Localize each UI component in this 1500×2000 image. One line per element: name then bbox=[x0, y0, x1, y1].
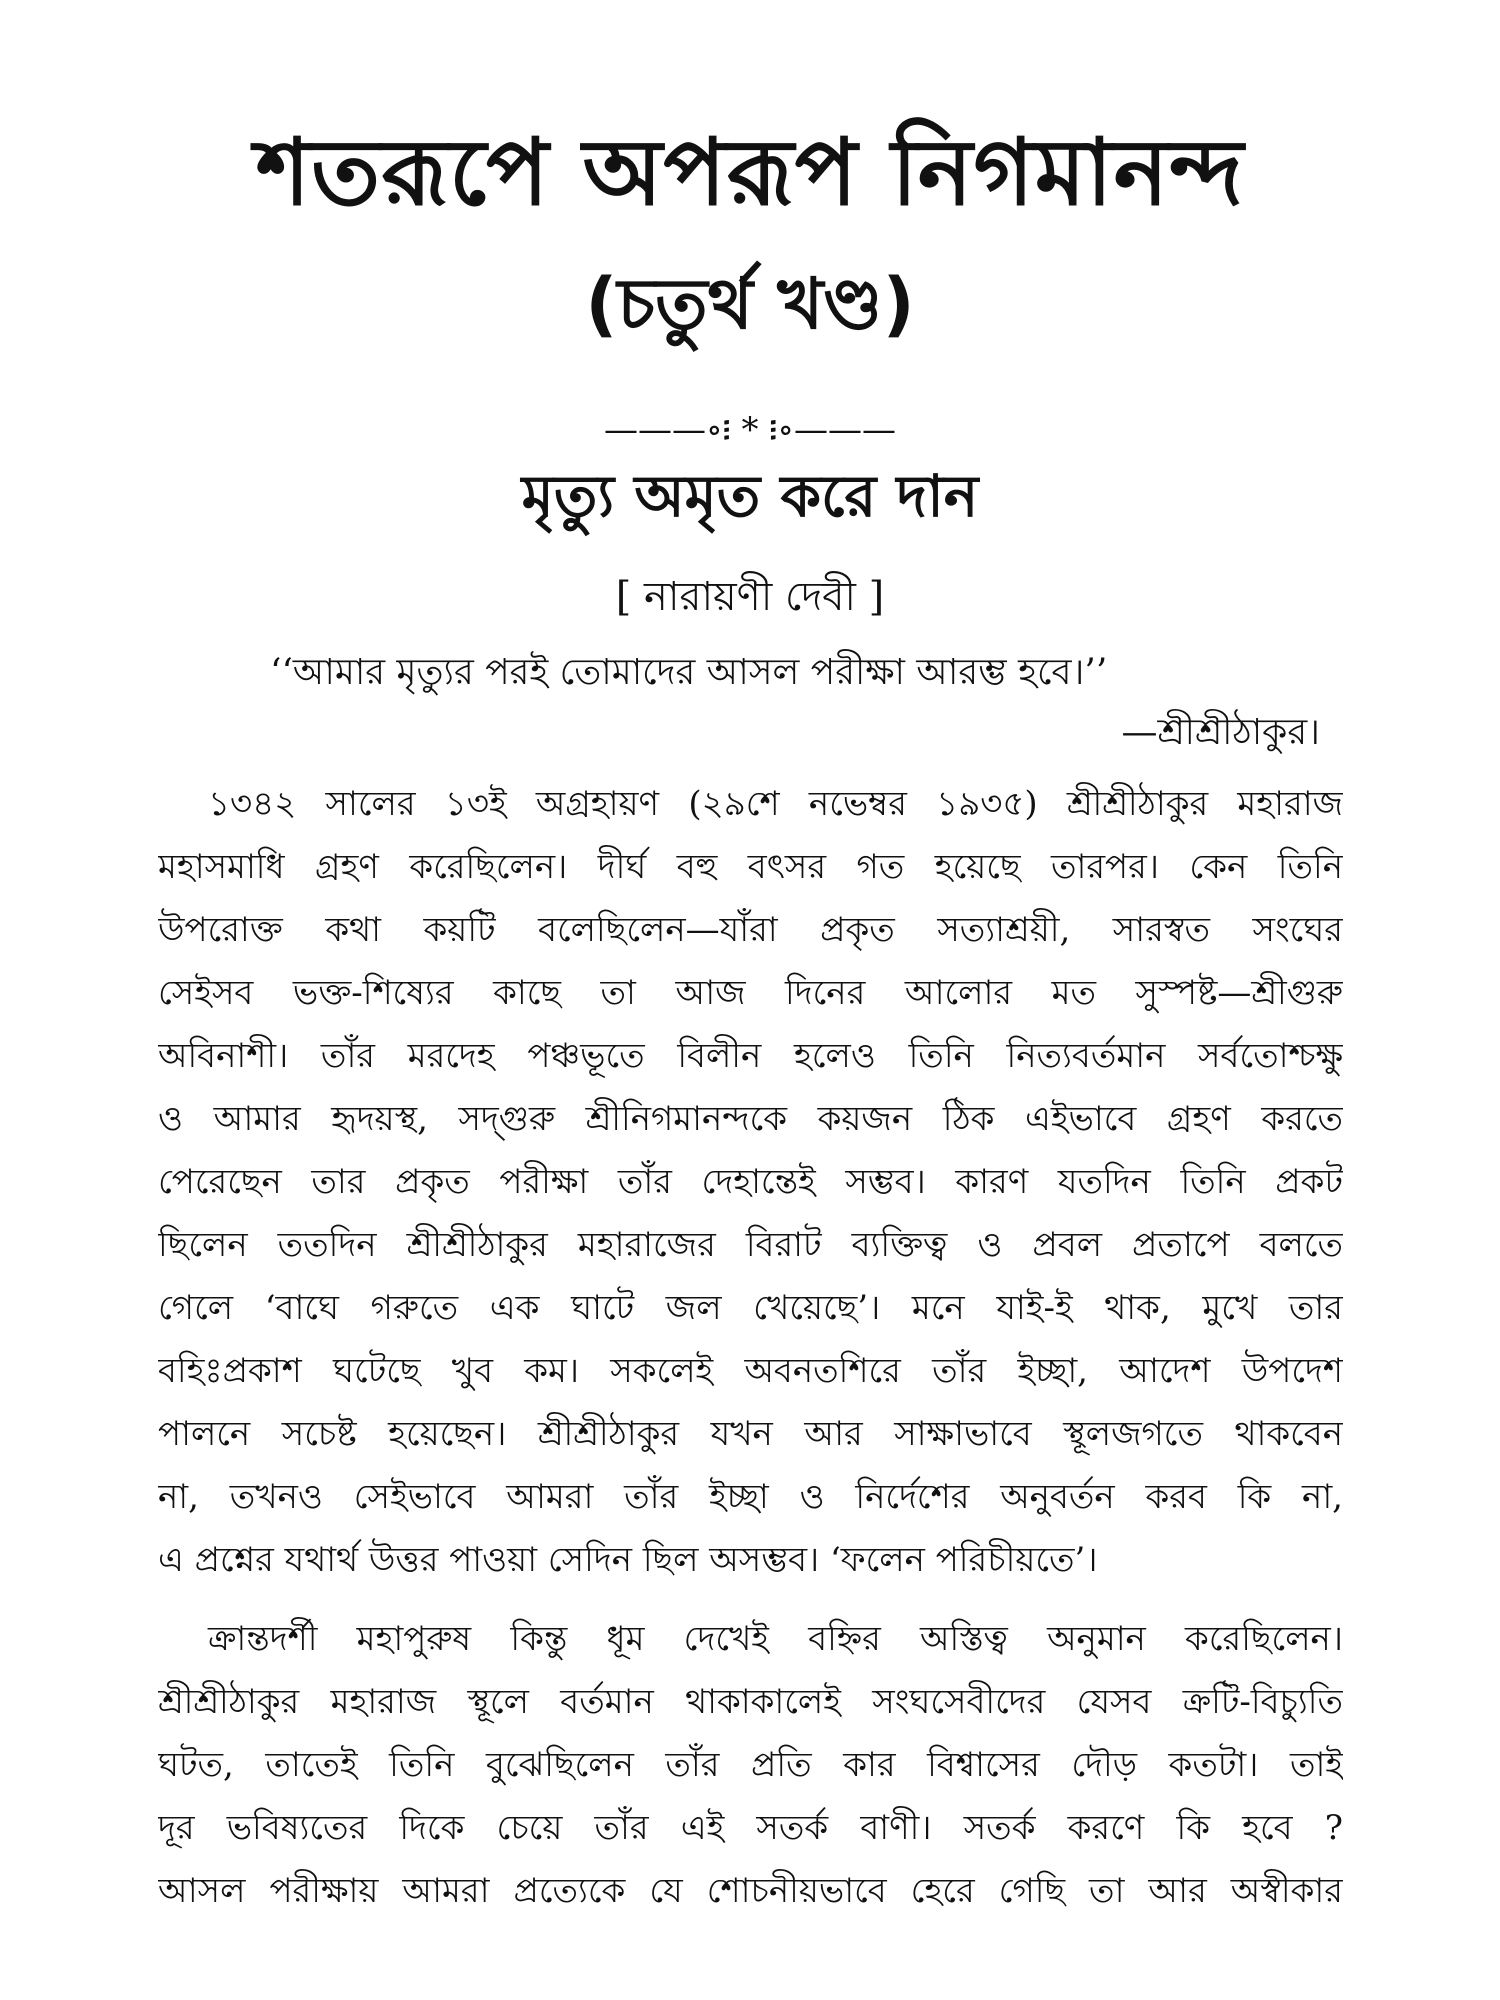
book-title: শতরূপে অপরূপ নিগমানন্দ bbox=[255, 119, 1245, 226]
chapter-title: মৃত্যু অমৃত করে দান bbox=[521, 462, 979, 530]
paragraph-2 bbox=[158, 1608, 1343, 1923]
paragraph-line: ১৩৪২ সালের ১৩ই অগ্রহায়ণ (২৯শে নভেম্বর ১৯৩৫) শ্রীশ্রীঠাকুর মহারাজ bbox=[208, 784, 1343, 824]
paragraph-1 bbox=[158, 773, 1343, 1592]
paragraph-line: এ প্রশ্নের যথার্থ উত্তর পাওয়া সেদিন ছিল অসম্ভব। ‘ফলেন পরিচীয়তে’। bbox=[158, 1540, 1098, 1580]
ornament-divider: ———∘፧ * ፧∘——— bbox=[604, 410, 896, 450]
paragraph-line: আসল পরীক্ষায় আমরা প্রত্যেকে যে শোচনীয়ভাবে হেরে গেছি তা আর অস্বীকার bbox=[158, 1871, 1343, 1911]
paragraph-line: ঘটত, তাতেই তিনি বুঝেছিলেন তাঁর প্রতি কার বিশ্বাসের দৌড় কতটা। তাই bbox=[158, 1745, 1343, 1785]
paragraph-line: বহিঃপ্রকাশ ঘটেছে খুব কম। সকলেই অবনতশিরে তাঁর ইচ্ছা, আদেশ উপদেশ bbox=[158, 1351, 1343, 1391]
paragraph-line: মহাসমাধি গ্রহণ করেছিলেন। দীর্ঘ বহু বৎসর গত হয়েছে তারপর। কেন তিনি bbox=[158, 847, 1343, 887]
paragraph-line: সেইসব ভক্ত-শিষ্যের কাছে তা আজ দিনের আলোর মত সুস্পষ্ট—শ্রীগুরু bbox=[158, 973, 1343, 1013]
paragraph-line: পালনে সচেষ্ট হয়েছেন। শ্রীশ্রীঠাকুর যখন আর সাক্ষাভাবে স্থূলজগতে থাকবেন bbox=[158, 1414, 1343, 1454]
paragraph-line: উপরোক্ত কথা কয়টি বলেছিলেন—যাঁরা প্রকৃত সত্যাশ্রয়ী, সারস্বত সংঘের bbox=[158, 910, 1343, 950]
paragraph-line: পেরেছেন তার প্রকৃত পরীক্ষা তাঁর দেহান্তেই সম্ভব। কারণ যতদিন তিনি প্রকট bbox=[158, 1162, 1343, 1202]
author-name: [ নারায়ণী দেবী ] bbox=[615, 574, 885, 620]
volume-label: (চতুর্থ খণ্ড) bbox=[585, 263, 915, 345]
epigraph-attribution: —শ্রীশ্রীঠাকুর। bbox=[1121, 712, 1320, 753]
paragraph-line: না, তখনও সেইভাবে আমরা তাঁর ইচ্ছা ও নির্দেশের অনুবর্তন করব কি না, bbox=[158, 1477, 1343, 1517]
paragraph-line: ক্রান্তদর্শী মহাপুরুষ কিন্তু ধূম দেখেই বহ্নির অস্তিত্ব অনুমান করেছিলেন। bbox=[208, 1619, 1343, 1659]
paragraph-line: অবিনাশী। তাঁর মরদেহ পঞ্চভূতে বিলীন হলেও তিনি নিত্যবর্তমান সর্বতোশ্চক্ষু bbox=[158, 1036, 1343, 1076]
paragraph-line: ছিলেন ততদিন শ্রীশ্রীঠাকুর মহারাজের বিরাট ব্যক্তিত্ব ও প্রবল প্রতাপে বলতে bbox=[158, 1225, 1343, 1265]
epigraph-quote: ‘‘আমার মৃত্যুর পরই তোমাদের আসল পরীক্ষা আরম্ভ হবে।’’ bbox=[270, 652, 1108, 693]
paragraph-line: গেলে ‘বাঘে গরুতে এক ঘাটে জল খেয়েছে’। মনে যাই-ই থাক, মুখে তার bbox=[158, 1288, 1343, 1328]
paragraph-line: ও আমার হৃদয়স্থ, সদ্গুরু শ্রীনিগমানন্দকে কয়জন ঠিক এইভাবে গ্রহণ করতে bbox=[158, 1099, 1343, 1139]
paragraph-line: শ্রীশ্রীঠাকুর মহারাজ স্থূলে বর্তমান থাকাকালেই সংঘসেবীদের যেসব ক্রটি-বিচ্যুতি bbox=[158, 1682, 1343, 1722]
paragraph-line: দূর ভবিষ্যতের দিকে চেয়ে তাঁর এই সতর্ক বাণী। সতর্ক করণে কি হবে ? bbox=[158, 1808, 1343, 1848]
